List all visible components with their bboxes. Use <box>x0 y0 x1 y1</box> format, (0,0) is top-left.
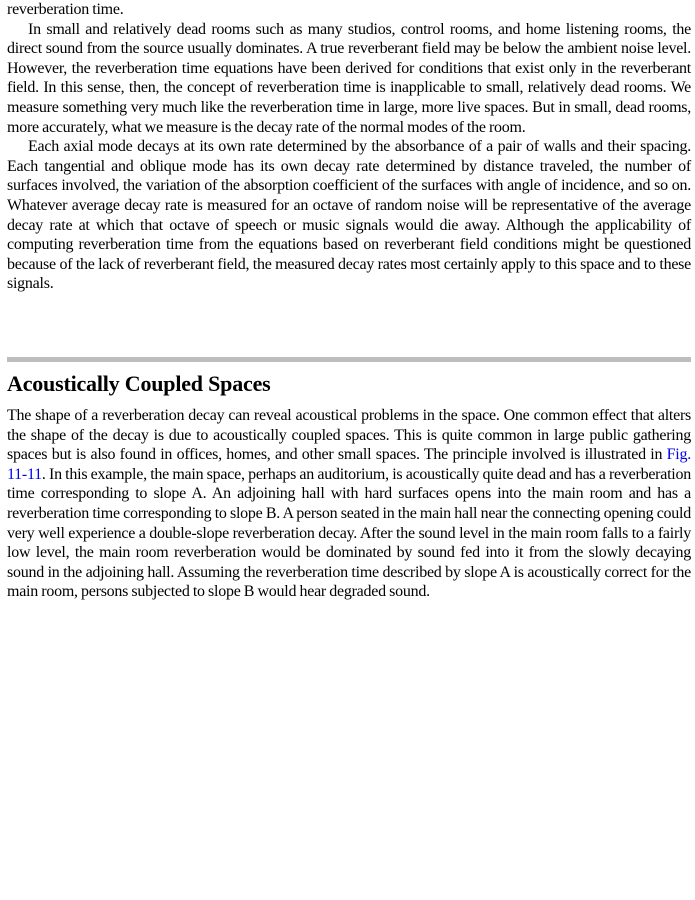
continued-text-fragment: reverberation time. <box>7 1 124 18</box>
figure-11-11-link[interactable]: Fig. 11-11 <box>7 446 691 483</box>
section-heading: Acoustically Coupled Spaces <box>7 371 271 396</box>
document-page <box>7 0 691 294</box>
section-paragraph <box>7 406 691 602</box>
section-divider <box>7 357 691 362</box>
section-text-after-link: . In this example, the main space, perhaps an auditorium, is acoustically quite dead and has a reverberation time corresponding to slope A. An adjoining hall with hard surfaces opens into the main room and has a reverberation time corresponding to slope B. A person seated in the main hall near the connecting opening could very well experience a double-slope reverberation decay. After the sound level in the main room falls to a fairly low level, the main room reverberation would be dominated by sound fed into it from the slowly decaying sound in the adjoining hall. Assuming the reverberation time described by slope A is acoustically correct for the main room, persons subjected to slope B would hear degraded sound. <box>7 465 691 601</box>
paragraph-axial-mode-decay: Each axial mode decays at its own rate determined by the absorbance of a pair of walls and their spacing. Each tangential and oblique mode has its own decay rate determined by distance traveled, the number of surfaces involved, the variation of the absorption coefficient of the surfaces with angle of incidence, and so on. Whatever average decay rate is measured for an octave of random noise will be representative of the average decay rate at which that octave of speech or music signals would die away. Although the applicability of computing reverberation time from the equations based on reverberant field conditions might be questioned because of the lack of reverberant field, the measured decay rates most certainly apply to this space and to these signals. <box>7 138 691 293</box>
paragraph-small-rooms: In small and relatively dead rooms such as many studios, control rooms, and home listening rooms, the direct sound from the source usually dominates. A true reverberant field may be below the ambient noise level. However, the reverberation time equations have been derived for conditions that exist only in the reverberant field. In this sense, then, the concept of reverberation time is inapplicable to small, relatively dead rooms. We measure something very much like the reverberation time in large, more live spaces. But in small, dead rooms, more accurately, what we measure is the decay rate of the normal modes of the room. <box>7 20 691 136</box>
section-acoustically-coupled-spaces <box>7 370 691 602</box>
section-text-before-link: The shape of a reverberation decay can reveal acoustical problems in the space. One common effect that alters the shape of the decay is due to acoustically coupled spaces. This is quite common in large public gathering spaces but is also found in offices, homes, and other small spaces. The principle involved is illustrated in <box>7 407 691 464</box>
